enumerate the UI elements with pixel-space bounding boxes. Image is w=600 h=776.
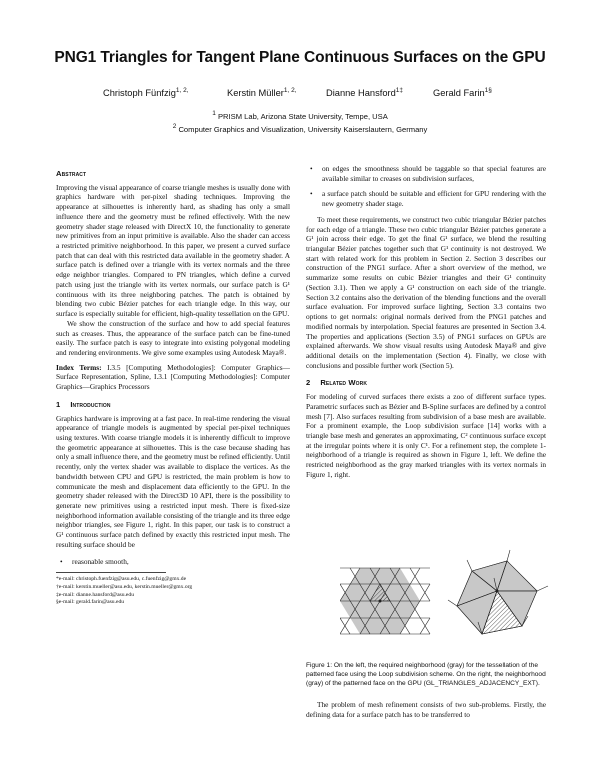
figure-1-caption: Figure 1: On the left, the required neighborhood (gray) for the tessellation of the patterned face using the Loop subdivision scheme. On the right, the neighborhood (gray) of the patterned face on the GPU (GL_TRIANGLES_ADJACENCY_EXT). [306,662,546,687]
list-item: • reasonable smooth, [60,556,129,566]
requirements-paragraph: To meet these requirements, we construct two cubic triangular Bézier patches for each edge of a triangle. These two cubic triangular Bézier patches generate a G¹ join across their edge. To get the final G¹ surface, we blend the resulting triangular Bézier patches together such that G¹ continuity is not destroyed. We start with related work for this problem in Section 2. Section 3 describes our construction of the PNG1 surface. After a short overview of the method, we summarize some results on cubic Bézier triangles and their G¹ continuity (Section 3.1). Then we apply a G¹ construction on each side of the triangle. Section 3.2 contains also the derivation of the blending functions and the overall surface evaluation. For improved surface lighting, Section 3.3 contains two options to get normals: original normals derived from the PNG1 patches and modified normals by interpolation. Special features are presented in Section 3.4. The properties and applications (Section 3.5) of PNG1 surfaces on GPUs are explained afterwards. We show visual results using Autodesk Maya® and give additional details on the implementation (Section 4). Finally, we close with conclusions and possible further work (Section 5). [306,214,546,370]
footnote-1: *e-mail: christoph.fuenfzig@asu.edu, c.fuenfzig@gmx.de [56,576,187,583]
section-2-heading: 2 Related Work [306,378,368,388]
footnote-4: §e-mail: gerald.farin@asu.edu [56,599,125,606]
requirements-list-part1 [56,557,290,567]
section-1-heading: 1 Introduction [56,399,111,409]
index-terms: Index Terms: I.3.5 [Computing Methodologies]: Computer Graphics—Surface Representation, Spline, I.3.1 [Computing Methodologies]: Computer Graphics—Graphics Processors [56,362,290,392]
author-4: Gerald Farin$^{1\S}$ [433,87,492,98]
right-column-lower [306,662,546,720]
footnote-3: ‡e-mail: dianne.hansford@asu.edu [56,591,135,598]
footnote-rule [56,572,166,573]
author-2: Kerstin Müller$^{1, 2,}$ [227,87,297,98]
author-1: Christoph Fünfzig$^{1, 2,}$ [103,87,189,98]
affiliation-2: $^2$ Computer Graphics and Visualization, University Kaiserslautern, Germany [172,123,428,134]
requirements-list-part2 [306,164,546,209]
right-column [306,164,546,480]
abstract-paragraph-2: We show the construction of the surface and how to add special features such as creases. Thus, the appearance of the surface patch can be fine-tuned easily. The surface patch is easy to integrate into existing polygonal modeling and rendering environments. We give some examples using Autodesk Maya®. [56,318,290,357]
footnote-2: †e-mail: kerstin.mueller@asu.edu, kerstin.mueller@gmx.org [56,583,193,590]
affiliation-1: $^1$ PRISM Lab, Arizona State University, Tempe, USA [212,110,388,121]
abstract-paragraph-1: Improving the visual appearance of coarse triangle meshes is usually done with graphics hardware with per-pixel shading techniques. Improving the appearance at silhouettes is inherently hard, as shading has only a small influence there and the geometry must be refined effectively. With the new geometry shader stage released with DirectX 10, the functionality to generate new primitives from an input primitive is available. Also the shader can access a restricted primitive neighborhood. In this paper, we present a curved surface patch that can deal with this restricted data available in the geometry shader. A surface patch is defined over a triangle with its vertex normals and the three edge neighbor triangles. Compared to PN triangles, which define a curved patch using just the triangle with its vertex normals, our surface patch is G¹ continuous with its three neighboring patches. The patch is obtained by blending two cubic Bézier patches for each triangle edge. In this way, our surface is especially suitable for efficient, high-quality tessellation on the GPU. [56,182,290,319]
loop-neighborhood-mesh [340,568,430,634]
figure-1-drawing [340,546,560,646]
left-column [56,162,290,607]
gpu-adjacency-mesh [448,550,548,634]
abstract-heading: Abstract [56,169,87,178]
footnotes [56,576,290,606]
intro-paragraph: Graphics hardware is improving at a fast pace. In real-time rendering the visual appearance of triangle models is augmented by special per-pixel techniques using textures. With coarse triangle models it is inherently difficult to improve the geometric appearance at silhouettes. This is the case because shading has only a small influence there, and the geometry must be refined efficiently. Until recently, only the vertex shader was available to displace the vertices. As the bandwidth between CPU and GPU is restricted, the main problem is how to communicate the mesh and displacement data efficiently to the GPU. In the geometry shader released with the Direct3D 10 API, there is the possibility to generate new primitives using a restricted input mesh. There is fixed-size neighborhood information available consisting of the triangle and its three edge neighbor triangles, see Figure 1, right. In this paper, our task is to construct a G¹ continuous surface patch defined by exactly this restricted input mesh. The resulting surface should be [56,413,290,549]
closing-paragraph: The problem of mesh refinement consists of two sub-problems. Firstly, the defining data for a surface patch has to be transferred to [306,700,546,720]
list-item: • on edges the smoothness should be taggable so that special features are available similar to creases on subdivision surfaces, [310,164,546,183]
related-work-paragraph: For modeling of curved surfaces there exists a zoo of different surface types. Parametric surfaces such as Bézier and B-Spline surfaces are defined by a control mesh [7]. Also surfaces resulting from subdivision of a base mesh are available. For a prominent example, the Loop subdivision surface [14] works with a triangle base mesh and generates an approximating, C² continuous surface except at the irregular points where it is only C¹. For a refinement step, the complete 1-neighborhood of a triangle is required as shown in Figure 1, left. We define the restricted neighborhood as the gray marked triangles with its vertex normals in Figure 1, right. [306,392,546,479]
list-item: • a surface patch should be suitable and efficient for GPU rendering with the new geometry shader stage. [310,189,546,209]
author-3: Dianne Hansford$^{1\ddagger}$ [326,87,404,98]
figure-1 [340,546,560,651]
paper-title: PNG1 Triangles for Tangent Plane Continuous Surfaces on the GPU [54,49,546,66]
